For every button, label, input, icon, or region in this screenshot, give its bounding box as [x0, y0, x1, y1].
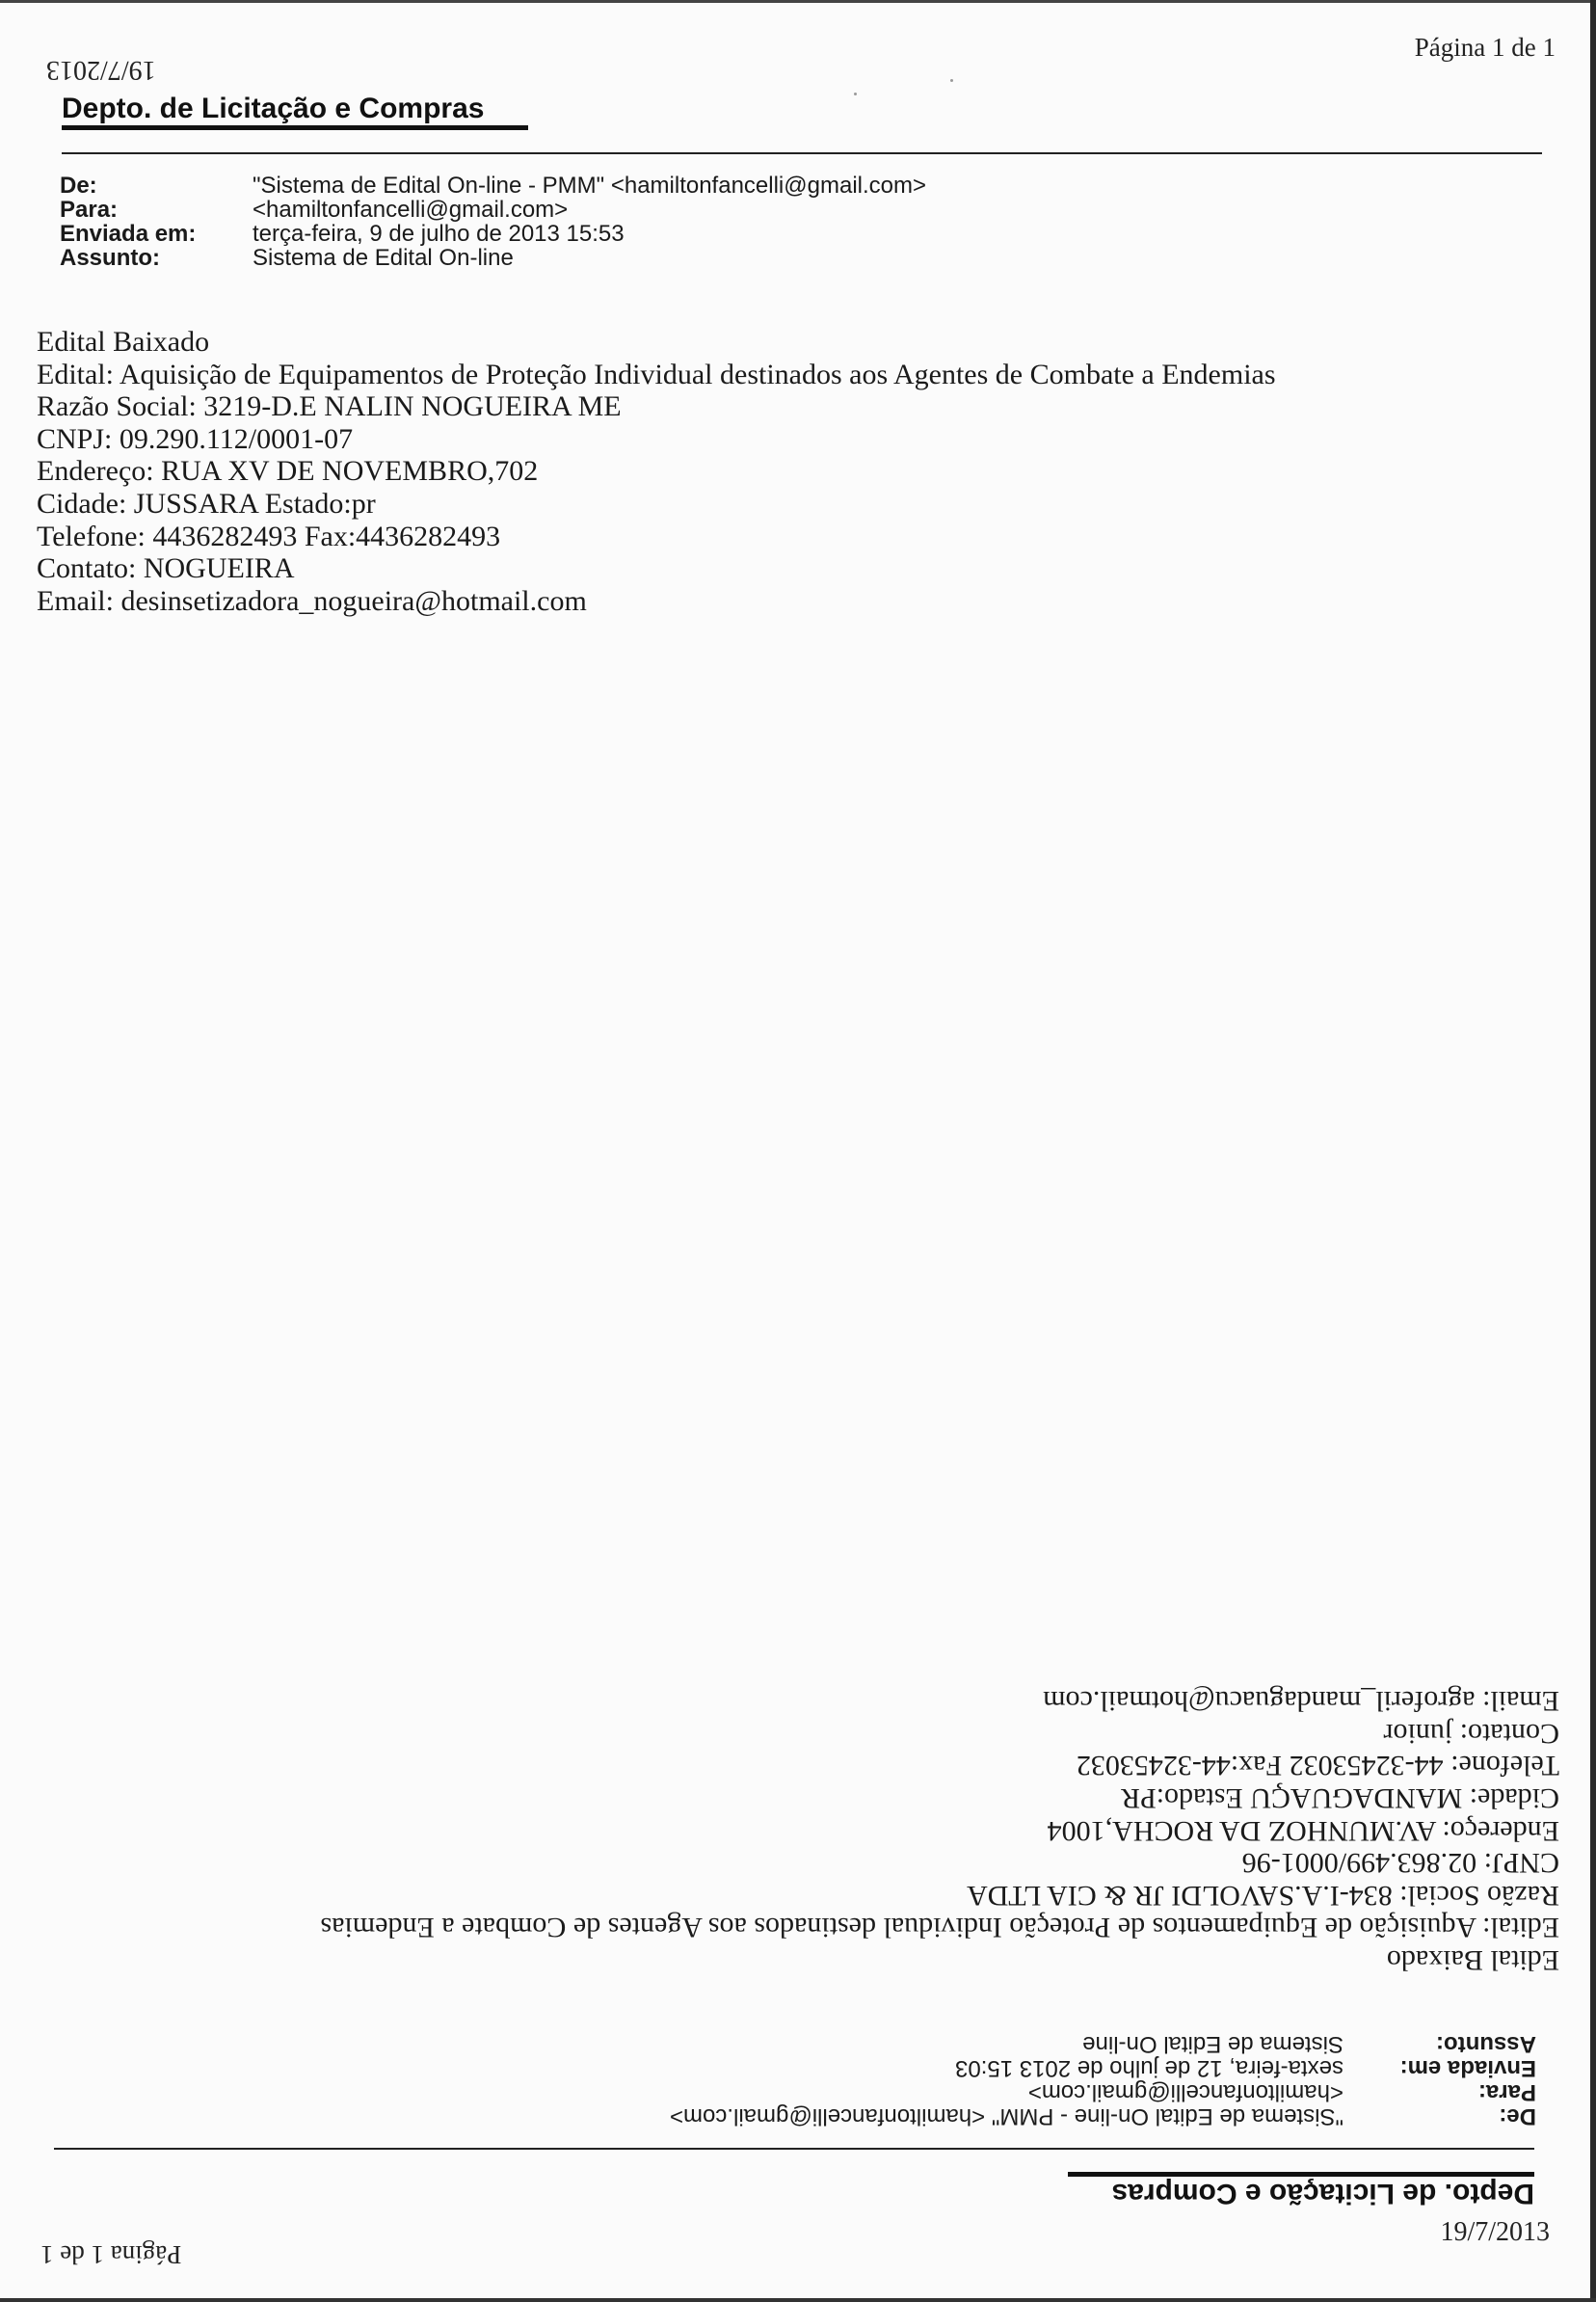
page-label: Página 1 de 1 — [40, 2240, 182, 2269]
print-date: 19/7/2013 — [1440, 2217, 1550, 2247]
email-headers — [670, 2032, 1536, 2128]
body-endereco: Endereço: AV.MUNHOZ DA ROCHA,1004 — [1047, 1814, 1559, 1847]
page-label: Página 1 de 1 — [1414, 33, 1556, 62]
body-cnpj: CNPJ: 02.863.499/0001-96 — [1241, 1847, 1559, 1880]
body-cidade: Cidade: JUSSARA Estado:pr — [37, 487, 376, 520]
body-telefone: Telefone: 4436282493 Fax:4436282493 — [37, 520, 501, 552]
body-email: Email: agroferil_mandaguacu@hotmail.com — [1043, 1685, 1559, 1718]
body-cidade: Cidade: MANDAGUAÇU Estado:PR — [1121, 1782, 1559, 1815]
body-cnpj: CNPJ: 09.290.112/0001-07 — [37, 422, 354, 455]
body-edital: Edital: Aquisição de Equipamentos de Proteção Individual destinados aos Agentes de Combate a Endemias — [320, 1912, 1559, 1944]
print-date: 19/7/2013 — [46, 55, 156, 85]
body-contato: Contato: NOGUEIRA — [37, 552, 295, 585]
header-sent — [670, 2056, 1536, 2080]
header-to-value: <hamiltonfancelli@gmail.com> — [1027, 2079, 1343, 2105]
header-sent-key: Enviada em: — [1399, 2055, 1536, 2081]
header-from — [60, 174, 926, 198]
header-from-value: "Sistema de Edital On-line - PMM" <hamiltonfancelli@gmail.com> — [253, 173, 926, 199]
header-from-key: De: — [60, 173, 97, 199]
scan-speck — [950, 79, 953, 82]
body-edital: Edital: Aquisição de Equipamentos de Proteção Individual destinados aos Agentes de Combate a Endemias — [37, 358, 1276, 390]
header-from — [670, 2104, 1536, 2128]
header-subject-key: Assunto: — [60, 245, 160, 271]
header-subject-value: Sistema de Edital On-line — [1082, 2031, 1343, 2057]
email-headers — [60, 174, 926, 270]
body-razao-social: Razão Social: 3219-D.E NALIN NOGUEIRA ME — [37, 390, 622, 423]
header-divider — [62, 152, 1542, 154]
header-sent-value: terça-feira, 9 de julho de 2013 15:53 — [253, 221, 625, 247]
header-to-value: <hamiltonfancelli@gmail.com> — [253, 197, 569, 223]
header-sent — [60, 222, 926, 246]
body-contato: Contato: junior — [1383, 1717, 1559, 1750]
header-from-value: "Sistema de Edital On-line - PMM" <hamiltonfancelli@gmail.com> — [670, 2103, 1343, 2129]
header-to — [60, 198, 926, 222]
header-subject — [670, 2032, 1536, 2056]
dept-title: Depto. de Licitação e Compras — [62, 93, 528, 130]
header-sent-value: sexta-feira, 12 de julho de 2013 15:03 — [955, 2055, 1343, 2081]
header-subject — [60, 246, 926, 270]
header-subject-key: Assunto: — [1436, 2031, 1536, 2057]
body-razao-social: Razão Social: 834-I.A.SAVOLDI JR & CIA LTDA — [967, 1879, 1559, 1912]
header-to-key: Para: — [1477, 2079, 1536, 2105]
email-body — [320, 1685, 1559, 1976]
body-heading: Edital Baixado — [37, 326, 210, 358]
body-telefone: Telefone: 44-32453032 Fax:44-32453032 — [1076, 1750, 1559, 1782]
header-to — [670, 2080, 1536, 2104]
header-divider — [54, 2148, 1534, 2150]
header-from-key: De: — [1499, 2103, 1536, 2129]
email-printout-inverted — [0, 1151, 1596, 2302]
header-to-key: Para: — [60, 197, 119, 223]
scan-speck — [854, 93, 857, 95]
header-subject-value: Sistema de Edital On-line — [253, 245, 514, 271]
body-email: Email: desinsetizadora_nogueira@hotmail.com — [37, 584, 587, 617]
body-heading: Edital Baixado — [1386, 1944, 1559, 1976]
dept-title: Depto. de Licitação e Compras — [1068, 2172, 1534, 2209]
header-sent-key: Enviada em: — [60, 221, 197, 247]
email-body — [37, 326, 1276, 617]
body-endereco: Endereço: RUA XV DE NOVEMBRO,702 — [37, 455, 539, 488]
